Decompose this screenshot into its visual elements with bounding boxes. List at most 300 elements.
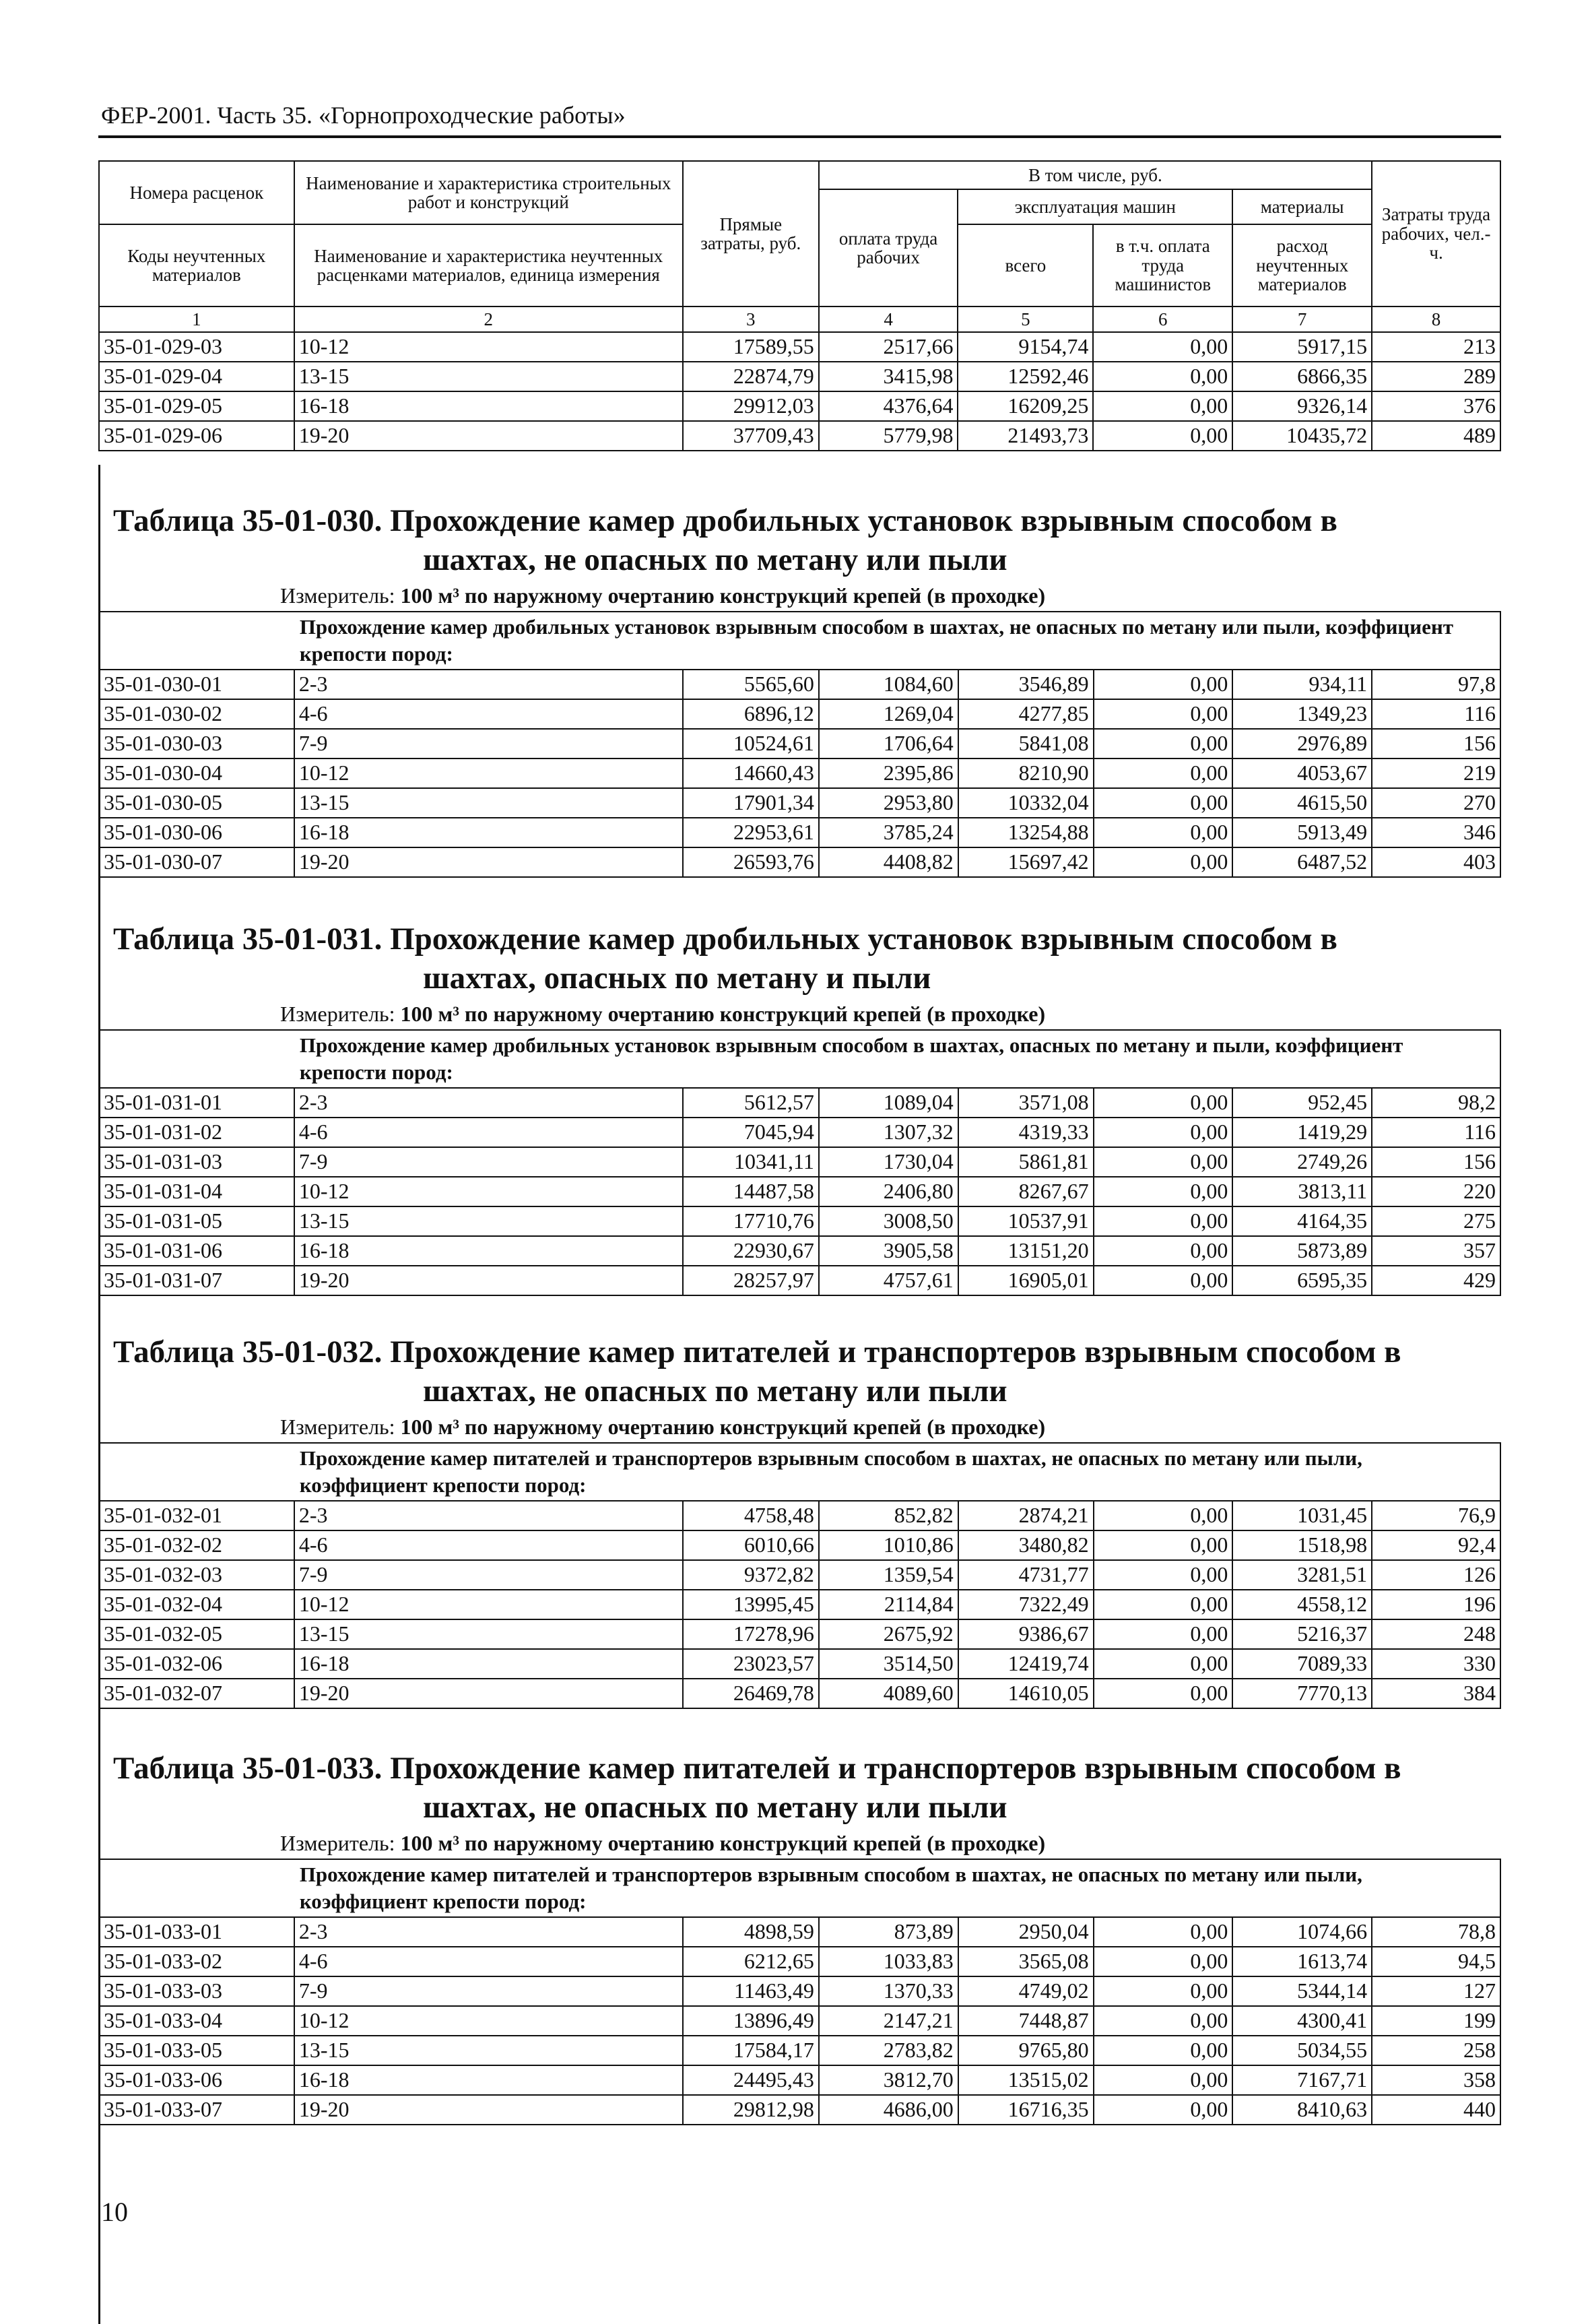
table-031-measure [98,1002,1501,1027]
table-row [99,362,1500,391]
rate-code-cell: 35-01-031-06 [99,1236,294,1266]
value-cell: 17584,17 [683,2036,819,2065]
col-unaccounted-materials: расход неучтенных материалов [1232,224,1372,306]
value-cell: 4408,82 [819,847,958,877]
value-cell: 358 [1372,2065,1500,2095]
value-cell: 5612,57 [683,1088,819,1118]
value-cell: 22874,79 [683,362,819,391]
rate-code-cell: 35-01-029-05 [99,391,294,421]
hardness-cell: 7-9 [294,1147,683,1177]
value-cell: 26593,76 [683,847,819,877]
value-cell: 2517,66 [819,332,958,362]
value-cell: 5344,14 [1232,1976,1372,2006]
measure-label: Измеритель: [280,583,395,608]
column-header-table [98,160,1501,451]
value-cell: 0,00 [1094,1560,1233,1590]
hardness-cell: 4-6 [294,1530,683,1560]
value-cell: 7045,94 [683,1118,819,1147]
col-machines: эксплуатация машин [958,189,1232,224]
table-row [99,1679,1500,1708]
rate-code-cell: 35-01-033-06 [99,2065,294,2095]
value-cell: 1706,64 [819,729,958,758]
hardness-cell: 10-12 [294,1177,683,1206]
table-033-body [99,1917,1500,2125]
value-cell: 29812,98 [683,2095,819,2125]
value-cell: 3480,82 [958,1530,1094,1560]
value-cell: 199 [1372,2006,1500,2036]
col-materials: материалы [1232,189,1372,224]
hardness-cell: 10-12 [294,1590,683,1619]
header-block [98,160,1501,451]
value-cell: 12592,46 [958,362,1093,391]
value-cell: 1370,33 [819,1976,958,2006]
table-row [99,1530,1500,1560]
value-cell: 1089,04 [819,1088,958,1118]
value-cell: 26469,78 [683,1679,819,1708]
table-row [99,332,1500,362]
value-cell: 17901,34 [683,788,819,818]
table-030 [98,611,1501,878]
value-cell: 97,8 [1372,670,1500,699]
value-cell: 0,00 [1094,758,1233,788]
table-029-body [99,332,1500,451]
value-cell: 28257,97 [683,1266,819,1295]
value-cell: 22930,67 [683,1236,819,1266]
value-cell: 6010,66 [683,1530,819,1560]
rate-code-cell: 35-01-031-07 [99,1266,294,1295]
header-rule [98,135,1501,138]
rate-code-cell: 35-01-032-07 [99,1679,294,1708]
hardness-cell: 4-6 [294,699,683,729]
hardness-cell: 10-12 [294,2006,683,2036]
table-031 [98,1029,1501,1296]
value-cell: 0,00 [1094,1976,1233,2006]
table-row [99,847,1500,877]
table-row [99,670,1500,699]
rate-code-cell: 35-01-032-05 [99,1619,294,1649]
col-num: 7 [1232,306,1372,332]
table-033-measure [98,1831,1501,1856]
rate-code-cell: 35-01-031-05 [99,1206,294,1236]
value-cell: 4758,48 [683,1501,819,1530]
value-cell: 1518,98 [1232,1530,1372,1560]
table-033-subheader: Прохождение камер питателей и транспортеров взрывным способом в шахтах, не опасных по метану или пыли, коэффициент крепости пород: [294,1859,1500,1917]
rate-code-cell: 35-01-030-01 [99,670,294,699]
table-row [99,1266,1500,1295]
table-031-title [98,919,1501,998]
value-cell: 10332,04 [958,788,1094,818]
table-031-section [98,919,1501,1296]
value-cell: 258 [1372,2036,1500,2065]
rate-code-cell: 35-01-033-02 [99,1947,294,1976]
hardness-cell: 2-3 [294,670,683,699]
hardness-cell: 19-20 [294,421,683,451]
value-cell: 2953,80 [819,788,958,818]
value-cell: 4731,77 [958,1560,1094,1590]
value-cell: 0,00 [1094,1590,1233,1619]
value-cell: 384 [1372,1679,1500,1708]
value-cell: 0,00 [1093,421,1232,451]
rate-code-cell: 35-01-033-03 [99,1976,294,2006]
value-cell: 0,00 [1094,2065,1233,2095]
rate-code-cell: 35-01-030-06 [99,818,294,847]
hardness-cell: 7-9 [294,729,683,758]
value-cell: 489 [1372,421,1500,451]
value-cell: 5034,55 [1232,2036,1372,2065]
rate-code-cell: 35-01-032-01 [99,1501,294,1530]
value-cell: 6212,65 [683,1947,819,1976]
hardness-cell: 13-15 [294,1619,683,1649]
value-cell: 3813,11 [1232,1177,1372,1206]
measure-label: Измеритель: [280,1002,395,1026]
value-cell: 952,45 [1232,1088,1372,1118]
rate-code-cell: 35-01-033-05 [99,2036,294,2065]
table-030-title-line2: шахтах, не опасных по метану или пыли [423,542,1007,577]
table-row [99,1236,1500,1266]
value-cell: 3812,70 [819,2065,958,2095]
rate-code-cell: 35-01-029-06 [99,421,294,451]
value-cell: 3008,50 [819,1206,958,1236]
value-cell: 3281,51 [1232,1560,1372,1590]
value-cell: 0,00 [1094,818,1233,847]
table-033-title-line1: Таблица 35-01-033. Прохождение камер питателей и транспортеров взрывным способом в [113,1751,1401,1786]
value-cell: 11463,49 [683,1976,819,2006]
table-032-title-line2: шахтах, не опасных по метану или пыли [423,1374,1007,1409]
value-cell: 9154,74 [958,332,1093,362]
hardness-cell: 10-12 [294,758,683,788]
value-cell: 2874,21 [958,1501,1094,1530]
value-cell: 220 [1372,1177,1500,1206]
value-cell: 934,11 [1232,670,1372,699]
value-cell: 37709,43 [683,421,819,451]
table-032-title [98,1332,1501,1411]
measure-value: 100 м³ по наружному очертанию конструкций крепей (в проходке) [400,1002,1046,1026]
value-cell: 16209,25 [958,391,1093,421]
hardness-cell: 2-3 [294,1088,683,1118]
value-cell: 76,9 [1372,1501,1500,1530]
table-row [99,1088,1500,1118]
hardness-cell: 16-18 [294,818,683,847]
table-030-title-line1: Таблица 35-01-030. Прохождение камер дробильных установок взрывным способом в [113,503,1337,538]
value-cell: 330 [1372,1649,1500,1679]
value-cell: 2950,04 [958,1917,1094,1947]
col-material-codes: Коды неучтенных материалов [99,224,294,306]
value-cell: 275 [1372,1206,1500,1236]
value-cell: 17589,55 [683,332,819,362]
value-cell: 3565,08 [958,1947,1094,1976]
value-cell: 94,5 [1372,1947,1500,1976]
table-030-title [98,501,1501,579]
table-row [99,1590,1500,1619]
value-cell: 6487,52 [1232,847,1372,877]
value-cell: 3905,58 [819,1236,958,1266]
table-032-title-line1: Таблица 35-01-032. Прохождение камер питателей и транспортеров взрывным способом в [113,1334,1401,1369]
value-cell: 429 [1372,1266,1500,1295]
value-cell: 10524,61 [683,729,819,758]
value-cell: 2749,26 [1232,1147,1372,1177]
value-cell: 852,82 [819,1501,958,1530]
table-row [99,1147,1500,1177]
value-cell: 2114,84 [819,1590,958,1619]
value-cell: 10435,72 [1232,421,1372,451]
value-cell: 3514,50 [819,1649,958,1679]
value-cell: 9765,80 [958,2036,1094,2065]
value-cell: 0,00 [1094,729,1233,758]
col-num: 8 [1372,306,1500,332]
value-cell: 1613,74 [1232,1947,1372,1976]
hardness-cell: 13-15 [294,2036,683,2065]
value-cell: 14487,58 [683,1177,819,1206]
col-num: 6 [1093,306,1232,332]
value-cell: 4277,85 [958,699,1094,729]
value-cell: 2406,80 [819,1177,958,1206]
rate-code-cell: 35-01-031-03 [99,1147,294,1177]
table-row [99,1917,1500,1947]
value-cell: 3415,98 [819,362,958,391]
hardness-cell: 13-15 [294,1206,683,1236]
value-cell: 3546,89 [958,670,1094,699]
table-row [99,788,1500,818]
value-cell: 5841,08 [958,729,1094,758]
value-cell: 13515,02 [958,2065,1094,2095]
value-cell: 213 [1372,332,1500,362]
table-row [99,391,1500,421]
value-cell: 7770,13 [1232,1679,1372,1708]
value-cell: 24495,43 [683,2065,819,2095]
value-cell: 4319,33 [958,1118,1094,1147]
value-cell: 10341,11 [683,1147,819,1177]
table-row [99,1560,1500,1590]
col-num: 4 [819,306,958,332]
measure-value: 100 м³ по наружному очертанию конструкций крепей (в проходке) [400,583,1046,608]
value-cell: 1359,54 [819,1560,958,1590]
value-cell: 0,00 [1094,1206,1233,1236]
value-cell: 0,00 [1094,1236,1233,1266]
table-row [99,1619,1500,1649]
value-cell: 1269,04 [819,699,958,729]
value-cell: 346 [1372,818,1500,847]
value-cell: 17710,76 [683,1206,819,1236]
value-cell: 9386,67 [958,1619,1094,1649]
table-row [99,2006,1500,2036]
col-labor-pay: оплата труда рабочих [819,189,958,306]
value-cell: 14660,43 [683,758,819,788]
hardness-cell: 13-15 [294,788,683,818]
value-cell: 4376,64 [819,391,958,421]
table-032-measure [98,1415,1501,1440]
table-031-subheader: Прохождение камер дробильных установок взрывным способом в шахтах, опасных по метану и пыли, коэффициент крепости пород: [294,1030,1500,1088]
table-030-subheader: Прохождение камер дробильных установок взрывным способом в шахтах, не опасных по метану или пыли, коэффициент крепости пород: [294,612,1500,670]
value-cell: 21493,73 [958,421,1093,451]
value-cell: 1419,29 [1232,1118,1372,1147]
value-cell: 0,00 [1094,1679,1233,1708]
rate-code-cell: 35-01-030-04 [99,758,294,788]
hardness-cell: 19-20 [294,1679,683,1708]
rate-code-cell: 35-01-031-02 [99,1118,294,1147]
value-cell: 7167,71 [1232,2065,1372,2095]
value-cell: 0,00 [1094,1649,1233,1679]
value-cell: 0,00 [1094,1088,1233,1118]
value-cell: 16716,35 [958,2095,1094,2125]
value-cell: 0,00 [1093,332,1232,362]
value-cell: 0,00 [1094,1501,1233,1530]
table-row [99,729,1500,758]
value-cell: 270 [1372,788,1500,818]
value-cell: 2675,92 [819,1619,958,1649]
rate-code-cell: 35-01-030-02 [99,699,294,729]
value-cell: 4164,35 [1232,1206,1372,1236]
table-row [99,2095,1500,2125]
value-cell: 92,4 [1372,1530,1500,1560]
value-cell: 1031,45 [1232,1501,1372,1530]
table-030-section [98,501,1501,878]
value-cell: 22953,61 [683,818,819,847]
rate-code-cell: 35-01-032-02 [99,1530,294,1560]
table-033 [98,1859,1501,2125]
value-cell: 13151,20 [958,1236,1094,1266]
value-cell: 5779,98 [819,421,958,451]
value-cell: 0,00 [1094,670,1233,699]
table-row [99,1501,1500,1530]
value-cell: 4749,02 [958,1976,1094,2006]
value-cell: 248 [1372,1619,1500,1649]
value-cell: 1010,86 [819,1530,958,1560]
table-row [99,2036,1500,2065]
table-032-subheader: Прохождение камер питателей и транспортеров взрывным способом в шахтах, не опасных по метану или пыли, коэффициент крепости пород: [294,1443,1500,1501]
value-cell: 1084,60 [819,670,958,699]
value-cell: 357 [1372,1236,1500,1266]
value-cell: 8267,67 [958,1177,1094,1206]
value-cell: 0,00 [1094,2036,1233,2065]
page-number: 10 [101,2197,128,2227]
col-machinist-pay: в т.ч. оплата труда машинистов [1093,224,1232,306]
rate-code-cell: 35-01-033-07 [99,2095,294,2125]
rate-code-cell: 35-01-032-04 [99,1590,294,1619]
value-cell: 13995,45 [683,1590,819,1619]
table-row [99,1976,1500,2006]
rate-code-cell: 35-01-031-04 [99,1177,294,1206]
table-032-body [99,1501,1500,1708]
value-cell: 17278,96 [683,1619,819,1649]
value-cell: 156 [1372,1147,1500,1177]
table-033-section [98,1749,1501,2125]
col-rate-numbers: Номера расценок [99,161,294,224]
value-cell: 0,00 [1094,2095,1233,2125]
value-cell: 15697,42 [958,847,1094,877]
value-cell: 3571,08 [958,1088,1094,1118]
table-032-section [98,1332,1501,1709]
value-cell: 2147,21 [819,2006,958,2036]
hardness-cell: 4-6 [294,1947,683,1976]
value-cell: 7448,87 [958,2006,1094,2036]
value-cell: 5861,81 [958,1147,1094,1177]
value-cell: 5917,15 [1232,332,1372,362]
value-cell: 4558,12 [1232,1590,1372,1619]
value-cell: 13896,49 [683,2006,819,2036]
hardness-cell: 7-9 [294,1560,683,1590]
value-cell: 7089,33 [1232,1649,1372,1679]
col-num: 5 [958,306,1093,332]
value-cell: 5565,60 [683,670,819,699]
measure-label: Измеритель: [280,1415,395,1439]
value-cell: 5913,49 [1232,818,1372,847]
rate-code-cell: 35-01-032-03 [99,1560,294,1590]
value-cell: 0,00 [1094,1917,1233,1947]
value-cell: 2976,89 [1232,729,1372,758]
rate-code-cell: 35-01-032-06 [99,1649,294,1679]
value-cell: 127 [1372,1976,1500,2006]
value-cell: 2395,86 [819,758,958,788]
value-cell: 116 [1372,1118,1500,1147]
value-cell: 196 [1372,1590,1500,1619]
value-cell: 3785,24 [819,818,958,847]
table-row [99,421,1500,451]
value-cell: 873,89 [819,1917,958,1947]
rate-code-cell: 35-01-030-03 [99,729,294,758]
table-031-title-line1: Таблица 35-01-031. Прохождение камер дробильных установок взрывным способом в [113,922,1337,957]
value-cell: 403 [1372,847,1500,877]
col-num: 2 [294,306,683,332]
value-cell: 9326,14 [1232,391,1372,421]
value-cell: 4053,67 [1232,758,1372,788]
value-cell: 0,00 [1094,1177,1233,1206]
table-row [99,1206,1500,1236]
measure-value: 100 м³ по наружному очертанию конструкций крепей (в проходке) [400,1831,1046,1855]
hardness-cell: 16-18 [294,1649,683,1679]
table-030-body [99,670,1500,877]
value-cell: 16905,01 [958,1266,1094,1295]
value-cell: 6896,12 [683,699,819,729]
measure-value: 100 м³ по наружному очертанию конструкций крепей (в проходке) [400,1415,1046,1439]
table-030-measure [98,583,1501,608]
value-cell: 0,00 [1094,2006,1233,2036]
rate-code-cell: 35-01-030-07 [99,847,294,877]
rate-code-cell: 35-01-030-05 [99,788,294,818]
table-row [99,758,1500,788]
value-cell: 4898,59 [683,1917,819,1947]
value-cell: 0,00 [1094,847,1233,877]
col-labor-cost: Затраты труда рабочих, чел.-ч. [1372,161,1500,306]
rate-code-cell: 35-01-029-03 [99,332,294,362]
rate-code-cell: 35-01-031-01 [99,1088,294,1118]
hardness-cell: 16-18 [294,2065,683,2095]
value-cell: 8210,90 [958,758,1094,788]
table-031-body [99,1088,1500,1295]
value-cell: 0,00 [1094,699,1233,729]
value-cell: 1730,04 [819,1147,958,1177]
value-cell: 0,00 [1093,362,1232,391]
col-including: В том числе, руб. [819,161,1372,189]
table-row [99,1177,1500,1206]
measure-label: Измеритель: [280,1831,395,1855]
value-cell: 4686,00 [819,2095,958,2125]
running-header: ФЕР-2001. Часть 35. «Горнопроходческие работы» [101,102,626,129]
value-cell: 1033,83 [819,1947,958,1976]
value-cell: 4089,60 [819,1679,958,1708]
table-031-title-line2: шахтах, опасных по метану и пыли [423,961,931,996]
col-num: 1 [99,306,294,332]
value-cell: 13254,88 [958,818,1094,847]
value-cell: 14610,05 [958,1679,1094,1708]
col-direct-costs: Прямые затраты, руб. [683,161,819,306]
table-row [99,699,1500,729]
value-cell: 440 [1372,2095,1500,2125]
value-cell: 0,00 [1094,1947,1233,1976]
table-row [99,818,1500,847]
value-cell: 289 [1372,362,1500,391]
value-cell: 5873,89 [1232,1236,1372,1266]
col-machines-total: всего [958,224,1093,306]
